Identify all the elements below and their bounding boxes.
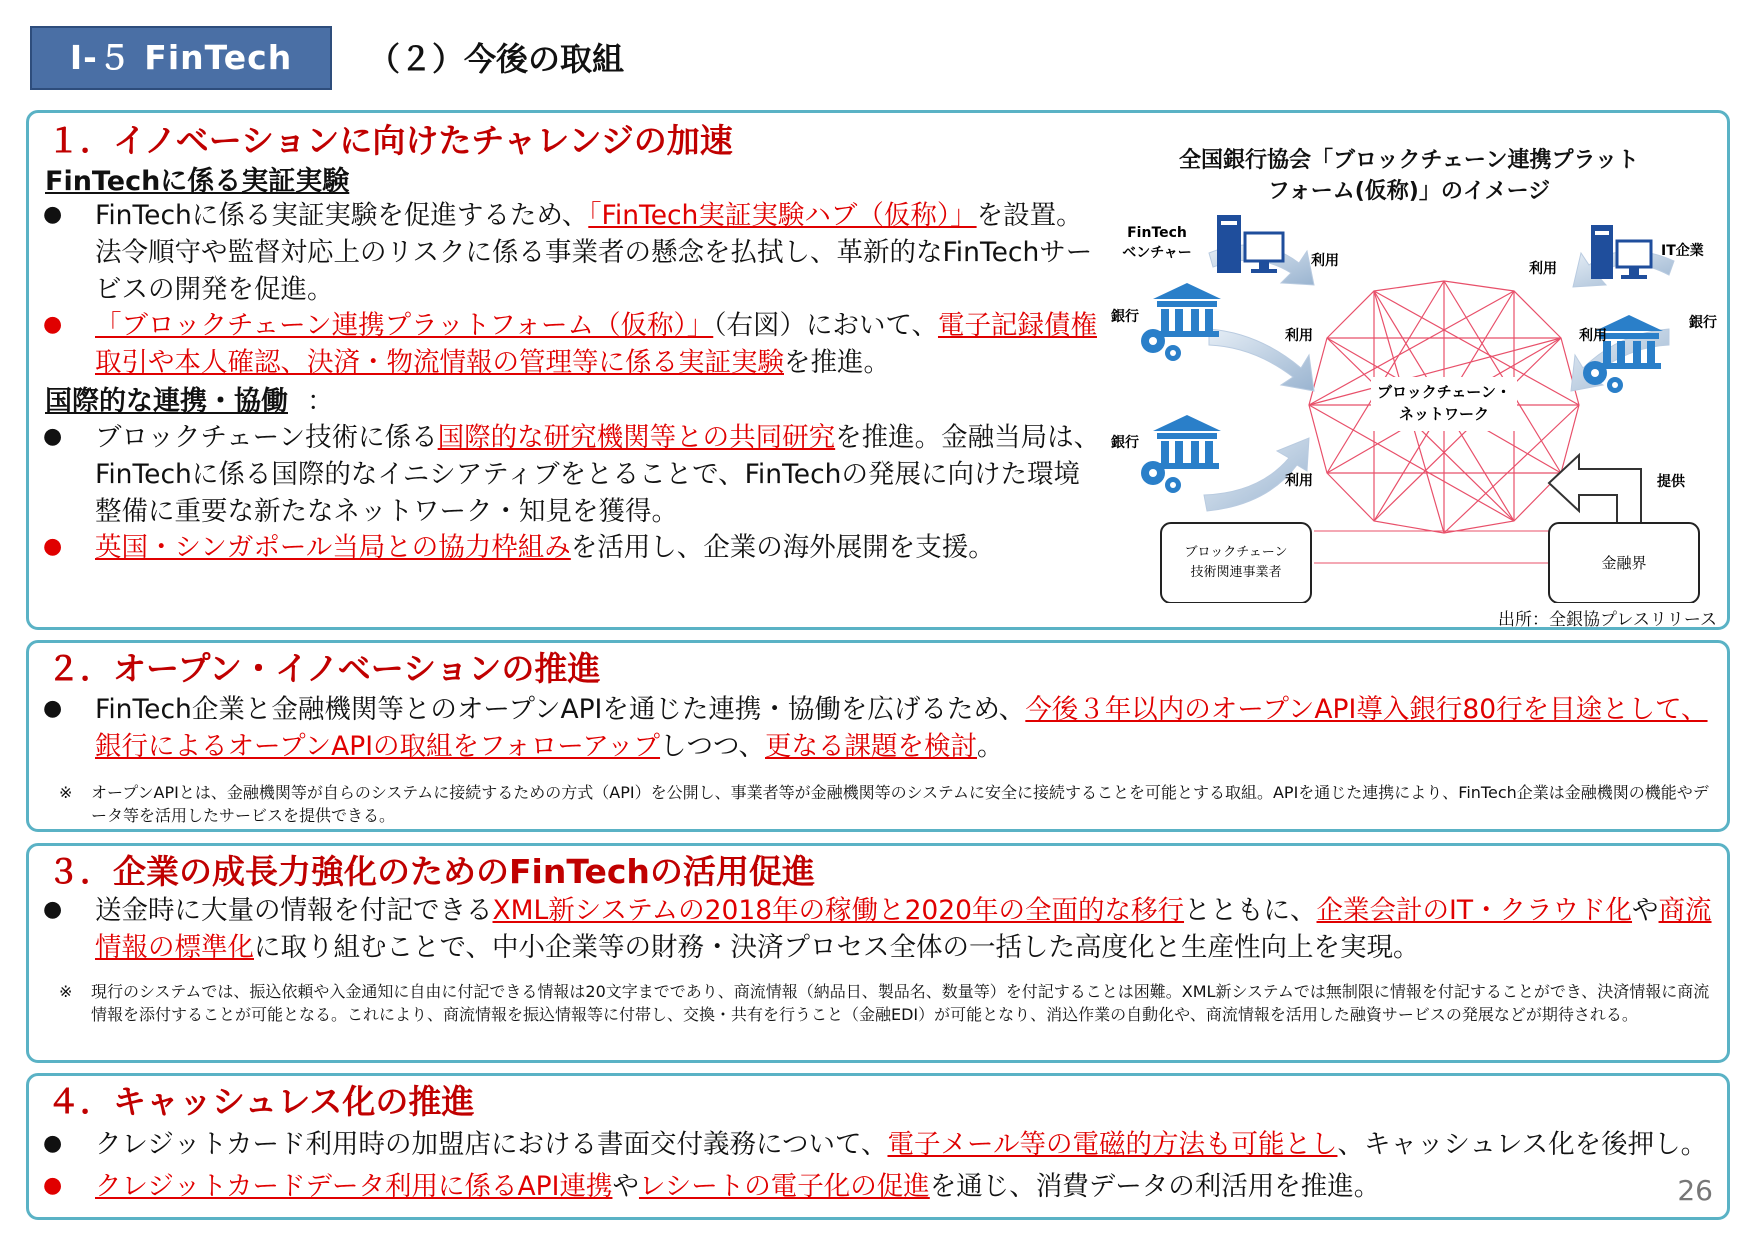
bullet-icon: ●	[43, 696, 63, 721]
section-3-panel	[26, 843, 1730, 1063]
text-run: 送金時に大量の情報を付記できる	[95, 895, 493, 926]
vendor-label: 技術関連事業者	[1190, 565, 1282, 580]
vendor-box	[1161, 523, 1311, 603]
highlight-text: 電子メール等の電磁的方法も可能とし	[887, 1129, 1338, 1160]
fintech-label: ベンチャー	[1122, 245, 1192, 261]
network-label: ネットワーク	[1398, 405, 1490, 423]
footnote: オープンAPIとは、金融機関等が自らのシステムに接続するための方式（API）を公開し、事業者等が金融機関等のシステムに安全に接続することを可能とする取組。APIを通じた連携により、FinTech企業は金融機関の機能やデータ等を活用したサービスを提供できる。	[91, 783, 1709, 825]
text-run: （右図）において、	[713, 310, 938, 341]
source-note: 出所：全銀協プレスリリース	[1498, 610, 1717, 630]
highlight-text: 企業会計のIT・クラウド化	[1316, 895, 1633, 926]
text-run: 。	[977, 731, 1004, 762]
use-label: 利用	[1579, 328, 1607, 344]
provide-label: 提供	[1657, 474, 1685, 490]
bullet-text	[95, 892, 1715, 966]
network-label: ブロックチェーン・	[1377, 383, 1511, 401]
use-label: 利用	[1285, 473, 1313, 489]
text-run: しつつ、	[660, 731, 765, 762]
use-label: 利用	[1311, 253, 1339, 269]
section-4-panel	[26, 1073, 1730, 1220]
highlight-text: 商流情報の標準化	[95, 895, 1712, 963]
note-mark: ※	[59, 982, 73, 1001]
bank-label: 銀行	[1111, 435, 1139, 451]
text-run: を活用し、企業の海外展開を支援。	[570, 532, 995, 563]
highlight-text: 英国・シンガポール当局との協力枠組み	[95, 532, 571, 563]
highlight-text: 更なる課題を検討	[765, 731, 977, 762]
highlight-text: レシートの電子化の促進	[638, 1171, 930, 1202]
bullet-text	[95, 1168, 1655, 1205]
highlight-text: 電子記録債権取引や本人確認、決済・物流情報の管理等に係る実証実験	[95, 310, 1097, 378]
section-tag: Ⅰ-５ FinTech	[30, 26, 332, 90]
text-run: FinTech企業と金融機関等とのオープンAPIを通じた連携・協働を広げるため、	[95, 694, 1026, 725]
diagram-title-line: 全国銀行協会「ブロックチェーン連携プラット	[1178, 148, 1640, 173]
blockchain-platform-diagram	[1109, 133, 1729, 633]
section-1-title: １．イノベーションに向けたチャレンジの加速	[47, 121, 733, 160]
bullet-icon: ●	[43, 534, 63, 559]
use-label: 利用	[1285, 328, 1313, 344]
bullet-text	[95, 529, 1105, 566]
bank-icon	[1141, 283, 1221, 361]
bullet-text	[95, 307, 1105, 381]
section-2-title: ２．オープン・イノベーションの推進	[47, 649, 601, 688]
bank-icon	[1141, 415, 1221, 493]
text-run: 国際的な連携・協働	[45, 386, 288, 417]
bullet-text	[95, 1126, 1725, 1163]
bullet-text	[95, 691, 1715, 765]
text-run: に取り組むことで、中小企業等の財務・決済プロセス全体の一括した高度化と生産性向上を実現。	[254, 932, 1420, 963]
vendor-label: ブロックチェーン	[1184, 545, 1288, 560]
it-label: IT企業	[1661, 243, 1704, 259]
bullet-icon: ●	[43, 897, 63, 922]
text-run: や	[1632, 895, 1659, 926]
text-run: や	[612, 1171, 639, 1202]
page-number: 26	[1677, 1174, 1713, 1207]
highlight-text: 国際的な研究機関等との共同研究	[437, 422, 836, 453]
bullet-icon: ●	[43, 1173, 63, 1198]
fintech-label: FinTech	[1127, 225, 1187, 241]
text-run: を設置。法令順守や監督対応上のリスクに係る事業者の懸念を払拭し、革新的なFinTechサービスの開発を促進。	[95, 200, 1093, 305]
text-run: 、キャッシュレス化を後押し。	[1337, 1129, 1708, 1160]
text-run: クレジットカード利用時の加盟店における書面交付義務について、	[95, 1129, 888, 1160]
bullet-icon: ●	[43, 312, 63, 337]
text-run: を推進。	[784, 347, 890, 378]
highlight-text: 今後３年以内のオープンAPI導入銀行80行を目途として、銀行によるオープンAPIの取組をフォローアップ	[95, 694, 1708, 762]
diagram-svg	[1109, 133, 1729, 603]
use-label: 利用	[1529, 261, 1557, 277]
subheading-fintech-experiments: FinTechに係る実証実験	[45, 166, 350, 197]
text-run: FinTechに係る実証実験を促進するため、	[95, 200, 589, 231]
text-run: を推進。金融当局は、FinTechに係る国際的なイニシアティブをとることで、FinTechの発展に向けた環境整備に重要な新たなネットワーク・知見を獲得。	[95, 422, 1101, 527]
highlight-text: XML新システムの2018年の稼働と2020年の全面的な移行	[492, 895, 1185, 926]
section-3-title: ３．企業の成長力強化のためのFinTechの活用促進	[47, 852, 815, 891]
finance-label: 金融界	[1601, 554, 1647, 572]
text-run: を通じ、消費データの利活用を推進。	[929, 1171, 1381, 1202]
bank-icon	[1583, 315, 1663, 393]
highlight-text: 「FinTech実証実験ハブ（仮称）」	[588, 200, 977, 231]
text-run: とともに、	[1184, 895, 1317, 926]
bullet-icon: ●	[43, 1131, 63, 1156]
bullet-text	[95, 419, 1105, 530]
page-title: （２）今後の取組	[368, 40, 625, 78]
section-4-title: ４．キャッシュレス化の推進	[47, 1082, 475, 1121]
diagram-title-line: フォーム(仮称)」のイメージ	[1267, 179, 1551, 204]
footnote: 現行のシステムでは、振込依頼や入金通知に自由に付記できる情報は20文字までであり、商流情報（納品日、製品名、数量等）を付記することは困難。XML新システムでは無制限に情報を付記することができ、決済情報に商流情報を添付することが可能となる。これにより、商流情報を振込情報等に付帯し、交換・共有を行うこと（金融EDI）が可能となり、消込作業の自動化や、商流情報を活用した融資サービスの発展などが期待される。	[91, 982, 1710, 1024]
note-mark: ※	[59, 783, 73, 802]
bullet-icon: ●	[43, 202, 63, 227]
text-run: ブロックチェーン技術に係る	[95, 422, 438, 453]
highlight-text: クレジットカードデータ利用に係るAPI連携	[95, 1171, 613, 1202]
bullet-text	[95, 197, 1105, 308]
bank-label: 銀行	[1689, 315, 1717, 331]
highlight-text: 「ブロックチェーン連携プラットフォーム（仮称）」	[95, 310, 714, 341]
bullet-icon: ●	[43, 424, 63, 449]
section-2-panel	[26, 640, 1730, 832]
subheading-international	[45, 379, 288, 418]
section-1-panel	[26, 110, 1730, 630]
bank-label: 銀行	[1111, 309, 1139, 325]
computer-icon	[1591, 225, 1651, 279]
colon: ：	[307, 386, 334, 417]
